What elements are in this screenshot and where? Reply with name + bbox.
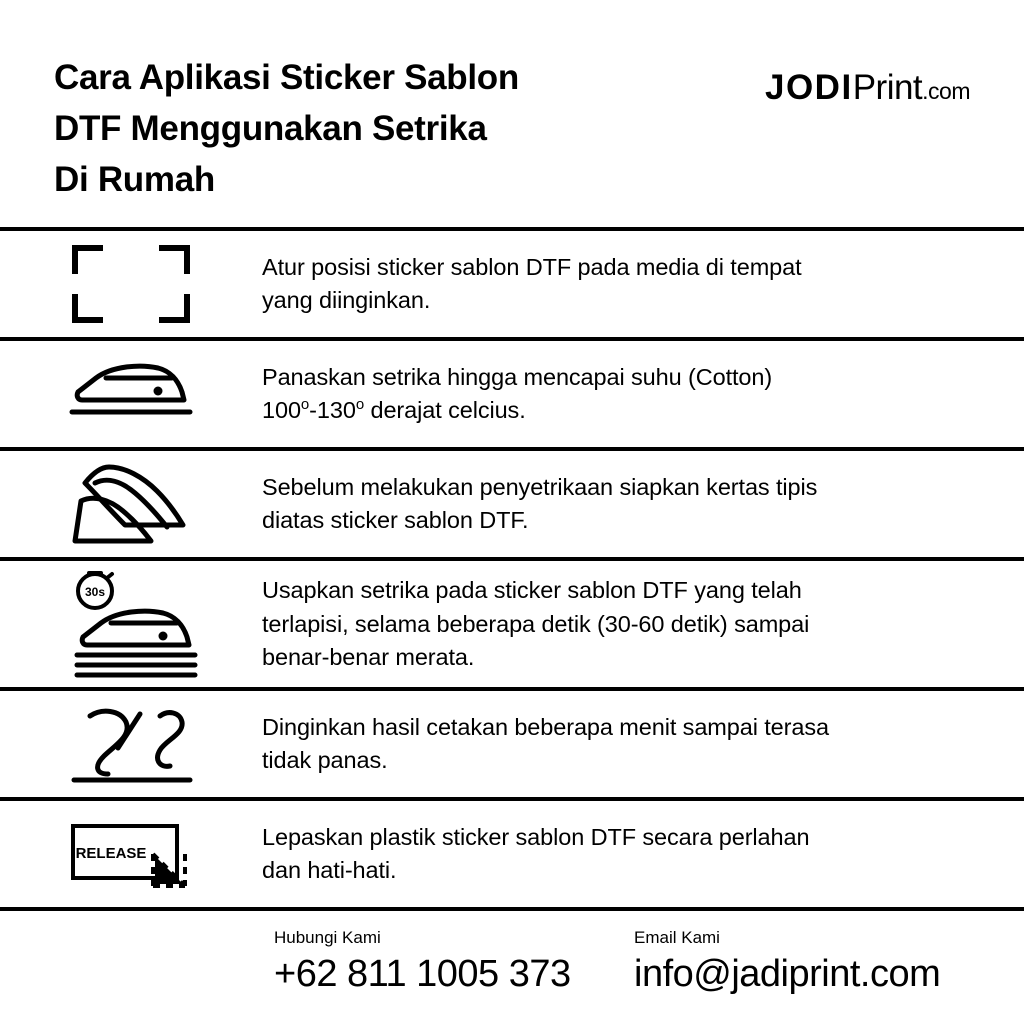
step-4-text-line-3: benar-benar merata. <box>262 643 475 670</box>
step-2-icon-cell <box>0 358 262 430</box>
step-2-temp-to: -130 <box>309 397 356 424</box>
step-row-2 <box>0 341 1024 451</box>
step-6-icon-cell <box>0 818 262 890</box>
timer-label-text: 30s <box>84 585 106 600</box>
cooling-air-icon <box>68 704 194 784</box>
footer-phone-block <box>274 927 634 999</box>
step-5-icon-cell <box>0 704 262 784</box>
footer-email-block <box>634 927 940 999</box>
step-row-4 <box>0 561 1024 691</box>
step-1-text <box>262 251 1024 318</box>
brand-logo <box>765 68 970 108</box>
footer-contact <box>0 911 1024 999</box>
step-1-text-line-2: yang diinginkan. <box>262 287 431 314</box>
step-2-text-line-2 <box>262 394 974 427</box>
iron-icon <box>66 358 196 430</box>
step-3-text <box>262 471 1024 538</box>
step-3-text-line-1: Sebelum melakukan penyetrikaan siapkan kertas tipis <box>262 473 818 500</box>
degree-symbol-1: o <box>300 396 310 414</box>
step-2-temp-from: 100 <box>262 397 301 424</box>
page-title-line-1: Cara Aplikasi Sticker Sablon <box>54 58 519 97</box>
step-row-6 <box>0 801 1024 911</box>
step-2-text-line-1: Panaskan setrika hingga mencapai suhu (Cotton) <box>262 363 773 390</box>
degree-symbol-2: o <box>355 396 365 414</box>
step-1-text-line-1: Atur posisi sticker sablon DTF pada media di tempat <box>262 253 802 280</box>
page-title-line-2: DTF Menggunakan Setrika <box>54 109 487 149</box>
release-film-icon <box>67 818 195 890</box>
step-6-text <box>262 821 1024 888</box>
brand-logo-dotcom: .com <box>922 78 970 104</box>
step-2-temp-unit: derajat celcius. <box>364 397 526 424</box>
brand-logo-print: Print <box>852 68 923 107</box>
footer-email-label: Email Kami <box>634 928 720 948</box>
step-2-text <box>262 361 1024 428</box>
iron-timer-30s-icon <box>63 569 199 679</box>
step-4-text-line-2: terlapisi, selama beberapa detik (30-60 detik) sampai <box>262 610 810 637</box>
step-row-5 <box>0 691 1024 801</box>
step-3-icon-cell <box>0 461 262 547</box>
step-4-text <box>262 574 1024 674</box>
footer-phone-label: Hubungi Kami <box>274 928 381 948</box>
step-6-text-line-2: dan hati-hati. <box>262 857 397 884</box>
step-5-text-line-2: tidak panas. <box>262 747 388 774</box>
step-row-3 <box>0 451 1024 561</box>
step-5-text <box>262 711 1024 778</box>
crop-frame-icon <box>70 243 192 325</box>
header <box>0 0 1024 205</box>
page-title <box>54 52 519 205</box>
paper-sheets-icon <box>65 461 197 547</box>
footer-email-value[interactable]: info@jadiprint.com <box>634 953 941 996</box>
step-6-text-line-1: Lepaskan plastik sticker sablon DTF secara perlahan <box>262 823 810 850</box>
steps-list <box>0 227 1024 911</box>
step-4-icon-cell <box>0 569 262 679</box>
step-1-icon-cell <box>0 243 262 325</box>
release-label-text: RELEASE <box>75 845 147 863</box>
footer-phone-value[interactable]: +62 811 1005 373 <box>274 953 571 996</box>
step-5-text-line-1: Dinginkan hasil cetakan beberapa menit sampai terasa <box>262 713 829 740</box>
step-3-text-line-2: diatas sticker sablon DTF. <box>262 507 529 534</box>
brand-logo-jodi: JODI <box>764 68 853 107</box>
step-row-1 <box>0 231 1024 341</box>
step-4-text-line-1: Usapkan setrika pada sticker sablon DTF yang telah <box>262 577 802 604</box>
page-title-line-3: Di Rumah <box>54 160 215 200</box>
